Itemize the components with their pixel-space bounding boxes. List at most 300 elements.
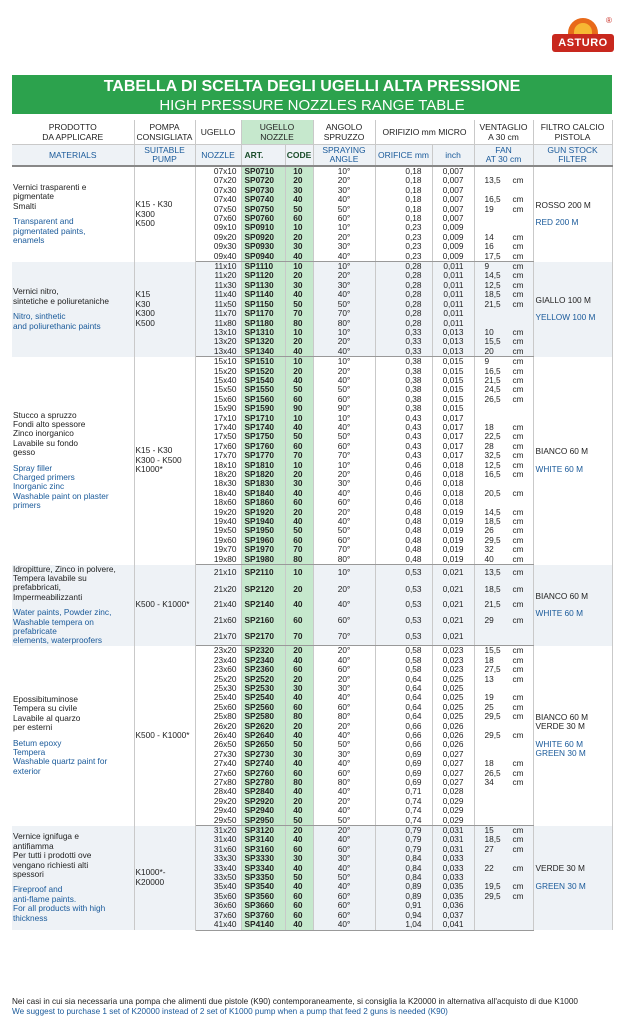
fan-unit: cm	[512, 693, 524, 703]
orifice-inch: 0,036	[432, 901, 474, 910]
table-row	[12, 565, 612, 582]
fan-width	[474, 309, 533, 318]
fan-unit: cm	[512, 554, 524, 564]
header-code-en: CODE	[285, 145, 313, 167]
angle-code: 70	[285, 451, 313, 460]
header-nozzle-it: UGELLO	[195, 120, 241, 145]
article-code: SP0930	[241, 242, 285, 251]
orifice-mm: 0,38	[375, 357, 432, 367]
angle-code: 50	[285, 432, 313, 441]
orifice-mm: 0,89	[375, 892, 432, 901]
article-code: SP4140	[241, 920, 285, 930]
orifice-mm: 0,58	[375, 665, 432, 674]
angle-code: 30	[285, 854, 313, 863]
fan-width	[474, 629, 533, 646]
orifice-inch: 0,017	[432, 414, 474, 423]
header-fan-it: VENTAGLIO A 30 cm	[474, 120, 533, 145]
fan-width	[474, 845, 533, 854]
fan-width	[474, 242, 533, 251]
nozzle-size: 17x50	[195, 432, 241, 441]
nozzle-size: 07x10	[195, 166, 241, 176]
orifice-mm: 0,46	[375, 489, 432, 498]
orifice-mm: 0,23	[375, 233, 432, 242]
orifice-inch: 0,011	[432, 300, 474, 309]
spray-angle: 40°	[313, 882, 375, 891]
fan-value: 16,5	[484, 470, 501, 479]
nozzle-size: 19x20	[195, 508, 241, 517]
nozzle-size: 19x40	[195, 517, 241, 526]
angle-code: 60	[285, 769, 313, 778]
angle-code: 30	[285, 750, 313, 759]
fan-width	[474, 920, 533, 930]
orifice-inch: 0,023	[432, 646, 474, 656]
orifice-inch: 0,015	[432, 395, 474, 404]
spray-angle: 40°	[313, 347, 375, 357]
orifice-inch: 0,026	[432, 722, 474, 731]
fan-unit: cm	[512, 768, 524, 778]
footnote-italian: Nei casi in cui sia necessaria una pompa che alimenti due pistole (K90) contemporaneamente, si consiglia la K20000 in alternativa all'acquisto di due K1000	[12, 997, 578, 1006]
article-code: SP2170	[241, 629, 285, 646]
angle-code: 20	[285, 233, 313, 242]
fan-width	[474, 166, 533, 176]
spray-angle: 80°	[313, 712, 375, 721]
fan-value: 19	[484, 693, 494, 703]
nozzle-size: 13x40	[195, 347, 241, 357]
orifice-mm: 0,43	[375, 442, 432, 451]
filter-italian: ROSSO 200 M	[535, 199, 591, 210]
orifice-inch: 0,009	[432, 223, 474, 232]
nozzle-size: 11x40	[195, 290, 241, 299]
pump-cell: K15 - K30 K300 K500	[134, 166, 195, 262]
angle-code: 80	[285, 778, 313, 787]
fan-value: 26	[484, 526, 494, 536]
orifice-inch: 0,028	[432, 787, 474, 796]
nozzle-size: 17x60	[195, 442, 241, 451]
orifice-mm: 0,84	[375, 864, 432, 873]
nozzle-size: 07x60	[195, 214, 241, 223]
spray-angle: 30°	[313, 750, 375, 759]
fan-value: 21,5	[484, 375, 501, 385]
orifice-inch: 0,009	[432, 233, 474, 242]
angle-code: 40	[285, 731, 313, 740]
angle-code: 30	[285, 479, 313, 488]
orifice-inch: 0,011	[432, 271, 474, 280]
fan-width	[474, 186, 533, 195]
fan-width	[474, 357, 533, 367]
angle-code: 50	[285, 526, 313, 535]
nozzle-size: 41x40	[195, 920, 241, 930]
filter-cell	[533, 262, 612, 357]
filter-italian: GIALLO 100 M	[535, 294, 591, 305]
angle-code: 60	[285, 613, 313, 629]
table-row	[12, 646, 612, 656]
fan-width	[474, 271, 533, 280]
angle-code: 10	[285, 565, 313, 582]
fan-width	[474, 565, 533, 582]
fan-unit: cm	[512, 441, 524, 451]
angle-code: 40	[285, 290, 313, 299]
nozzle-size: 25x40	[195, 693, 241, 702]
orifice-mm: 0,66	[375, 731, 432, 740]
orifice-mm: 0,28	[375, 290, 432, 299]
orifice-mm: 0,66	[375, 740, 432, 749]
fan-unit: cm	[512, 645, 524, 656]
orifice-inch: 0,013	[432, 347, 474, 357]
header-angle-it: ANGOLO SPRUZZO	[313, 120, 375, 145]
nozzle-size: 21x10	[195, 565, 241, 582]
nozzle-size: 18x20	[195, 470, 241, 479]
header-material-en: MATERIALS	[12, 145, 134, 167]
article-code: SP1960	[241, 536, 285, 545]
nozzle-size: 19x60	[195, 536, 241, 545]
table-row	[12, 826, 612, 836]
spray-angle: 20°	[313, 337, 375, 346]
orifice-inch: 0,023	[432, 665, 474, 674]
header-material-it: PRODOTTO DA APPLICARE	[12, 120, 134, 145]
article-code: SP2530	[241, 684, 285, 693]
orifice-mm: 0,33	[375, 328, 432, 337]
orifice-inch: 0,019	[432, 545, 474, 554]
orifice-inch: 0,011	[432, 290, 474, 299]
angle-code: 50	[285, 740, 313, 749]
orifice-mm: 0,48	[375, 555, 432, 565]
header-row-italian	[12, 120, 612, 145]
nozzle-size: 13x20	[195, 337, 241, 346]
material-cell	[12, 166, 134, 262]
article-code: SP1710	[241, 414, 285, 423]
spray-angle: 10°	[313, 414, 375, 423]
nozzle-size: 35x60	[195, 892, 241, 901]
fan-unit: cm	[512, 545, 524, 555]
article-code: SP1810	[241, 461, 285, 470]
fan-unit: cm	[512, 665, 524, 675]
spray-angle: 70°	[313, 309, 375, 318]
orifice-inch: 0,031	[432, 835, 474, 844]
orifice-mm: 0,64	[375, 703, 432, 712]
orifice-mm: 0,71	[375, 787, 432, 796]
title-banner	[12, 75, 612, 114]
article-code: SP1860	[241, 498, 285, 507]
material-english: Transparent and pigmentated paints, enamels	[13, 216, 86, 246]
spray-angle: 40°	[313, 864, 375, 873]
title-english: HIGH PRESSURE NOZZLES RANGE TABLE	[159, 97, 465, 114]
fan-width	[474, 684, 533, 693]
angle-code: 70	[285, 545, 313, 554]
orifice-mm: 0,74	[375, 816, 432, 826]
header-fan-en: FAN AT 30 cm	[474, 145, 533, 167]
article-code: SP2840	[241, 787, 285, 796]
header-nozzle-code-it: UGELLO NOZZLE	[241, 120, 313, 145]
orifice-inch: 0,035	[432, 882, 474, 891]
nozzle-size: 11x20	[195, 271, 241, 280]
article-code: SP2640	[241, 731, 285, 740]
fan-value: 22,5	[484, 432, 501, 442]
orifice-inch: 0,018	[432, 489, 474, 498]
nozzle-size: 11x80	[195, 319, 241, 328]
orifice-mm: 0,46	[375, 479, 432, 488]
header-orifice-it: ORIFIZIO mm MICRO	[375, 120, 474, 145]
spray-angle: 20°	[313, 271, 375, 280]
article-code: SP1770	[241, 451, 285, 460]
nozzle-size: 26x40	[195, 731, 241, 740]
orifice-mm: 0,43	[375, 451, 432, 460]
orifice-inch: 0,025	[432, 675, 474, 684]
spray-angle: 40°	[313, 517, 375, 526]
angle-code: 30	[285, 186, 313, 195]
header-pump-en: SUITABLE PUMP	[134, 145, 195, 167]
orifice-mm: 0,38	[375, 404, 432, 413]
fan-width	[474, 778, 533, 787]
fan-unit: cm	[512, 891, 524, 901]
fan-unit: cm	[512, 517, 524, 527]
material-italian: Vernice ignifuga e antifiamma Per tutti i prodotti ove vengano richiesti alti spessori	[13, 831, 92, 880]
article-code: SP0720	[241, 176, 285, 185]
orifice-mm: 0,79	[375, 835, 432, 844]
angle-code: 10	[285, 223, 313, 232]
material-cell	[12, 565, 134, 646]
nozzle-size: 09x20	[195, 233, 241, 242]
angle-code: 40	[285, 787, 313, 796]
fan-value: 14,5	[484, 271, 501, 281]
fan-value: 10	[484, 327, 494, 337]
article-code: SP1920	[241, 508, 285, 517]
fan-width	[474, 911, 533, 920]
nozzle-size: 17x70	[195, 451, 241, 460]
orifice-inch: 0,021	[432, 581, 474, 597]
angle-code: 20	[285, 367, 313, 376]
orifice-mm: 0,28	[375, 281, 432, 290]
fan-width	[474, 597, 533, 613]
orifice-inch: 0,015	[432, 367, 474, 376]
fan-value: 29,5	[484, 535, 501, 545]
spray-angle: 90°	[313, 404, 375, 413]
fan-width	[474, 319, 533, 328]
orifice-mm: 0,18	[375, 186, 432, 195]
article-code: SP2340	[241, 656, 285, 665]
nozzle-size: 29x40	[195, 806, 241, 815]
fan-unit: cm	[512, 825, 524, 836]
fan-width	[474, 395, 533, 404]
angle-code: 50	[285, 816, 313, 826]
fan-value: 18	[484, 655, 494, 665]
angle-code: 40	[285, 489, 313, 498]
fan-width	[474, 526, 533, 535]
orifice-mm: 0,48	[375, 517, 432, 526]
article-code: SP3160	[241, 845, 285, 854]
article-code: SP1830	[241, 479, 285, 488]
nozzle-table	[12, 120, 613, 931]
spray-angle: 20°	[313, 646, 375, 656]
material-italian: Idropitture, Zinco in polvere, Tempera lavabile su prefabbricati, Impermeabilizzanti	[13, 564, 116, 602]
filter-cell	[533, 646, 612, 826]
spray-angle: 30°	[313, 242, 375, 251]
material-italian: Stucco a spruzzo Fondi alto spessore Zinco inorganico Lavabile su fondo gesso	[13, 409, 86, 458]
fan-width	[474, 328, 533, 337]
orifice-inch: 0,019	[432, 536, 474, 545]
fan-value: 15,5	[484, 337, 501, 347]
orifice-mm: 0,69	[375, 759, 432, 768]
angle-code: 20	[285, 508, 313, 517]
orifice-inch: 0,021	[432, 629, 474, 646]
orifice-mm: 0,46	[375, 461, 432, 470]
spray-angle: 70°	[313, 451, 375, 460]
fan-unit: cm	[512, 778, 524, 787]
orifice-inch: 0,026	[432, 731, 474, 740]
header-row-english	[12, 145, 612, 167]
nozzle-size: 15x40	[195, 376, 241, 385]
fan-value: 27	[484, 844, 494, 854]
fan-value: 40	[484, 554, 494, 564]
orifice-mm: 0,79	[375, 826, 432, 836]
material-italian: Vernici trasparenti e pigmentate Smalti	[13, 182, 87, 211]
orifice-inch: 0,025	[432, 684, 474, 693]
orifice-inch: 0,025	[432, 703, 474, 712]
spray-angle: 50°	[313, 526, 375, 535]
header-nozzle-en: NOZZLE	[195, 145, 241, 167]
orifice-mm: 0,53	[375, 629, 432, 646]
article-code: SP1540	[241, 376, 285, 385]
spray-angle: 20°	[313, 722, 375, 731]
orifice-inch: 0,037	[432, 911, 474, 920]
nozzle-size: 23x60	[195, 665, 241, 674]
spray-angle: 80°	[313, 778, 375, 787]
nozzle-size: 17x10	[195, 414, 241, 423]
material-english: Nitro, sinthetic and poliurethanic paints	[13, 311, 101, 331]
table-row	[12, 357, 612, 367]
nozzle-size: 11x10	[195, 262, 241, 272]
orifice-inch: 0,015	[432, 385, 474, 394]
fan-value: 17,5	[484, 251, 501, 261]
orifice-mm: 0,43	[375, 432, 432, 441]
spray-angle: 80°	[313, 319, 375, 328]
angle-code: 50	[285, 205, 313, 214]
angle-code: 20	[285, 797, 313, 806]
orifice-mm: 0,28	[375, 262, 432, 272]
fan-unit: cm	[512, 863, 524, 873]
orifice-mm: 0,18	[375, 176, 432, 185]
footnote	[12, 997, 612, 1017]
orifice-mm: 0,64	[375, 693, 432, 702]
fan-unit: cm	[512, 470, 524, 479]
pump-cell: K15 - K30 K300 - K500 K1000*	[134, 357, 195, 565]
nozzle-size: 19x80	[195, 555, 241, 565]
nozzle-size: 25x20	[195, 675, 241, 684]
nozzle-size: 19x50	[195, 526, 241, 535]
orifice-inch: 0,023	[432, 656, 474, 665]
nozzle-size: 26x20	[195, 722, 241, 731]
orifice-inch: 0,018	[432, 470, 474, 479]
article-code: SP2760	[241, 769, 285, 778]
filter-english: YELLOW 100 M	[535, 312, 596, 323]
fan-width	[474, 581, 533, 597]
fan-width	[474, 613, 533, 629]
material-cell	[12, 646, 134, 826]
angle-code: 60	[285, 703, 313, 712]
fan-width	[474, 656, 533, 665]
angle-code: 10	[285, 414, 313, 423]
spray-angle: 80°	[313, 555, 375, 565]
nozzle-size: 28x40	[195, 787, 241, 796]
fan-width	[474, 873, 533, 882]
article-code: SP1750	[241, 432, 285, 441]
fan-value: 19	[484, 204, 494, 214]
orifice-mm: 0,64	[375, 712, 432, 721]
filter-italian: BIANCO 60 M	[535, 590, 589, 601]
orifice-mm: 0,28	[375, 309, 432, 318]
spray-angle: 20°	[313, 675, 375, 684]
orifice-mm: 0,28	[375, 271, 432, 280]
fan-width	[474, 797, 533, 806]
spray-angle: 40°	[313, 731, 375, 740]
spray-angle: 40°	[313, 290, 375, 299]
spray-angle: 60°	[313, 665, 375, 674]
article-code: SP0760	[241, 214, 285, 223]
spray-angle: 30°	[313, 186, 375, 195]
angle-code: 60	[285, 395, 313, 404]
fan-value: 18	[484, 759, 494, 769]
fan-width	[474, 508, 533, 517]
fan-unit: cm	[512, 432, 524, 442]
orifice-inch: 0,007	[432, 176, 474, 185]
orifice-inch: 0,033	[432, 864, 474, 873]
angle-code: 80	[285, 319, 313, 328]
fan-value: 9	[484, 261, 490, 272]
header-art-en: ART.	[241, 145, 285, 167]
fan-width	[474, 555, 533, 565]
nozzle-size: 11x30	[195, 281, 241, 290]
fan-value: 14	[484, 232, 494, 242]
fan-value: 18	[484, 422, 494, 432]
nozzle-size: 07x20	[195, 176, 241, 185]
spray-angle: 40°	[313, 787, 375, 796]
article-code: SP1970	[241, 545, 285, 554]
spray-angle: 10°	[313, 166, 375, 176]
pump-cell: K500 - K1000*	[134, 646, 195, 826]
table-row	[12, 262, 612, 272]
orifice-inch: 0,031	[432, 845, 474, 854]
fan-value: 14,5	[484, 507, 501, 517]
article-code: SP3120	[241, 826, 285, 836]
orifice-inch: 0,009	[432, 242, 474, 251]
orifice-inch: 0,029	[432, 806, 474, 815]
fan-value: 18,5	[484, 517, 501, 527]
spray-angle: 60°	[313, 214, 375, 223]
spray-angle: 20°	[313, 508, 375, 517]
angle-code: 40	[285, 835, 313, 844]
article-code: SP2780	[241, 778, 285, 787]
nozzle-size: 15x90	[195, 404, 241, 413]
nozzle-size: 27x40	[195, 759, 241, 768]
spray-angle: 60°	[313, 536, 375, 545]
orifice-inch: 0,026	[432, 740, 474, 749]
orifice-mm: 0,74	[375, 797, 432, 806]
article-code: SP1320	[241, 337, 285, 346]
angle-code: 60	[285, 536, 313, 545]
fan-width	[474, 414, 533, 423]
angle-code: 10	[285, 262, 313, 272]
fan-value: 26,5	[484, 768, 501, 778]
fan-width	[474, 281, 533, 290]
fan-unit: cm	[512, 835, 524, 845]
spray-angle: 30°	[313, 281, 375, 290]
orifice-inch: 0,018	[432, 461, 474, 470]
orifice-inch: 0,009	[432, 252, 474, 262]
fan-width	[474, 470, 533, 479]
fan-width	[474, 337, 533, 346]
angle-code: 40	[285, 864, 313, 873]
orifice-inch: 0,011	[432, 262, 474, 272]
nozzle-size: 25x60	[195, 703, 241, 712]
